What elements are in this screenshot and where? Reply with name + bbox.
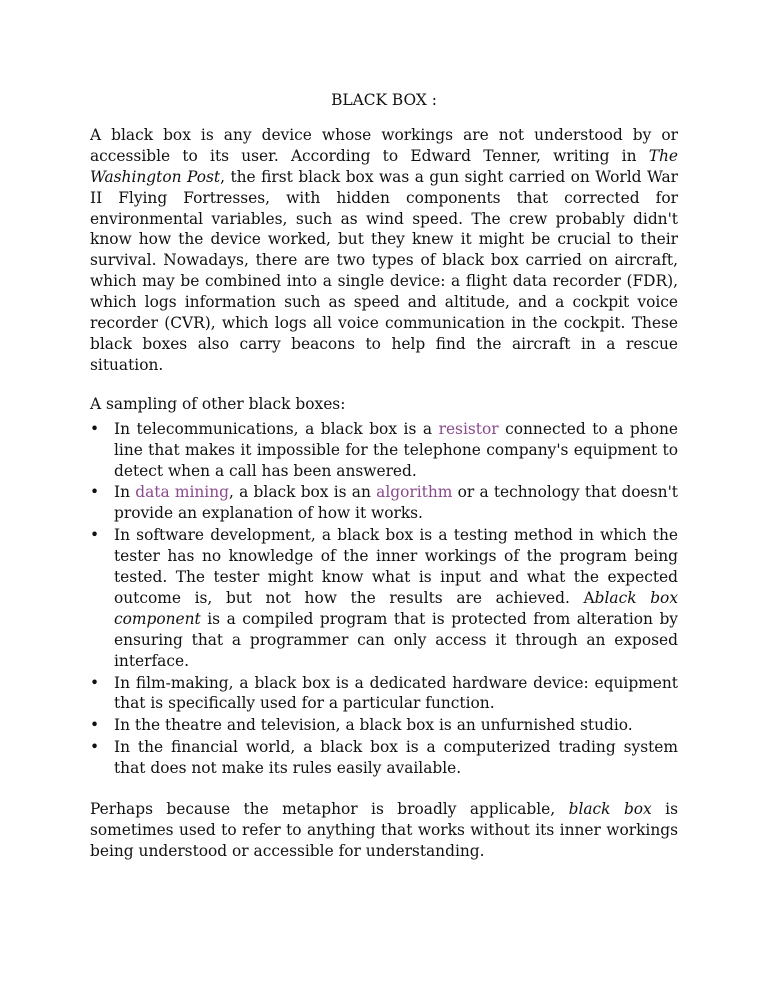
closing-text-part1: Perhaps because the metaphor is broadly applicable, [90, 800, 569, 819]
document-page [90, 90, 678, 880]
list-item-text: In software development, a black box is a testing method in which the tester has no knowledge of the inner workings of the program being tested. The tester might know what is input and what the expected outcome is, but not how the results are achieved. A [114, 526, 678, 607]
list-item-text: or a technology that doesn't provide an explanation of how it works. [114, 483, 678, 523]
closing-text-part2: is sometimes used to refer to anything that works without its inner workings being understood or accessible for understanding. [90, 800, 679, 860]
intro-paragraph [90, 125, 678, 376]
bullet-icon: • [90, 738, 100, 757]
resistor-link[interactable]: resistor [438, 419, 499, 438]
data-mining-link[interactable]: data mining [135, 483, 229, 502]
list-item-text: connected to a phone line that makes it impossible for the telephone company's equipment to detect when a call has been answered. [114, 419, 678, 480]
list-item-data-mining [90, 482, 678, 524]
bullet-icon: • [90, 483, 100, 502]
list-item-telecommunications [90, 419, 678, 482]
black-box-list [90, 419, 678, 779]
black-box-term: black box [568, 800, 652, 819]
list-item-text: is a compiled program that is protected from alteration by ensuring that a programmer can only access it through an exposed interface. [114, 609, 678, 670]
bullet-icon: • [90, 526, 100, 545]
list-item-text: In the financial world, a black box is a computerized trading system that does not make its rules easily available. [114, 738, 678, 778]
closing-paragraph [90, 799, 678, 862]
list-item-film-making [90, 673, 678, 715]
list-item-text: , a black box is an [229, 483, 377, 502]
list-item-software-development [90, 525, 678, 671]
black-box-component-term: black box component [114, 588, 678, 628]
list-item-text: In the theatre and television, a black box is an unfurnished studio. [114, 716, 633, 735]
list-intro: A sampling of other black boxes: [90, 394, 346, 413]
publication-name: The Washington Post [90, 146, 678, 186]
list-item-text: In film-making, a black box is a dedicated hardware device: equipment that is specifically used for a particular function. [114, 673, 678, 713]
intro-text-part2: , the first black box was a gun sight carried on World War II Flying Fortresses, with hidden components that corrected for environmental variables, such as wind speed. The crew probably didn't know how the device worked, but they knew it might be crucial to their survival. Nowadays, there are two types of black box carried on aircraft, which may be combined into a single device: a flight data recorder (FDR), which logs information such as speed and altitude, and a cockpit voice recorder (CVR), which logs all voice communication in the cockpit. These black boxes also carry beacons to help find the aircraft in a rescue situation. [90, 167, 678, 374]
list-item-financial [90, 737, 678, 779]
document-title: BLACK BOX : [331, 91, 437, 109]
bullet-icon: • [90, 419, 100, 438]
list-item-text: In telecommunications, a black box is a [114, 419, 439, 438]
bullet-icon: • [90, 716, 100, 735]
bullet-icon: • [90, 673, 100, 692]
intro-text-part1: A black box is any device whose workings are not understood by or accessible to its user. According to Edward Tenner, writing in [90, 125, 678, 165]
algorithm-link[interactable]: algorithm [376, 483, 453, 502]
list-item-text: In [114, 483, 136, 502]
list-item-theatre [90, 715, 678, 736]
